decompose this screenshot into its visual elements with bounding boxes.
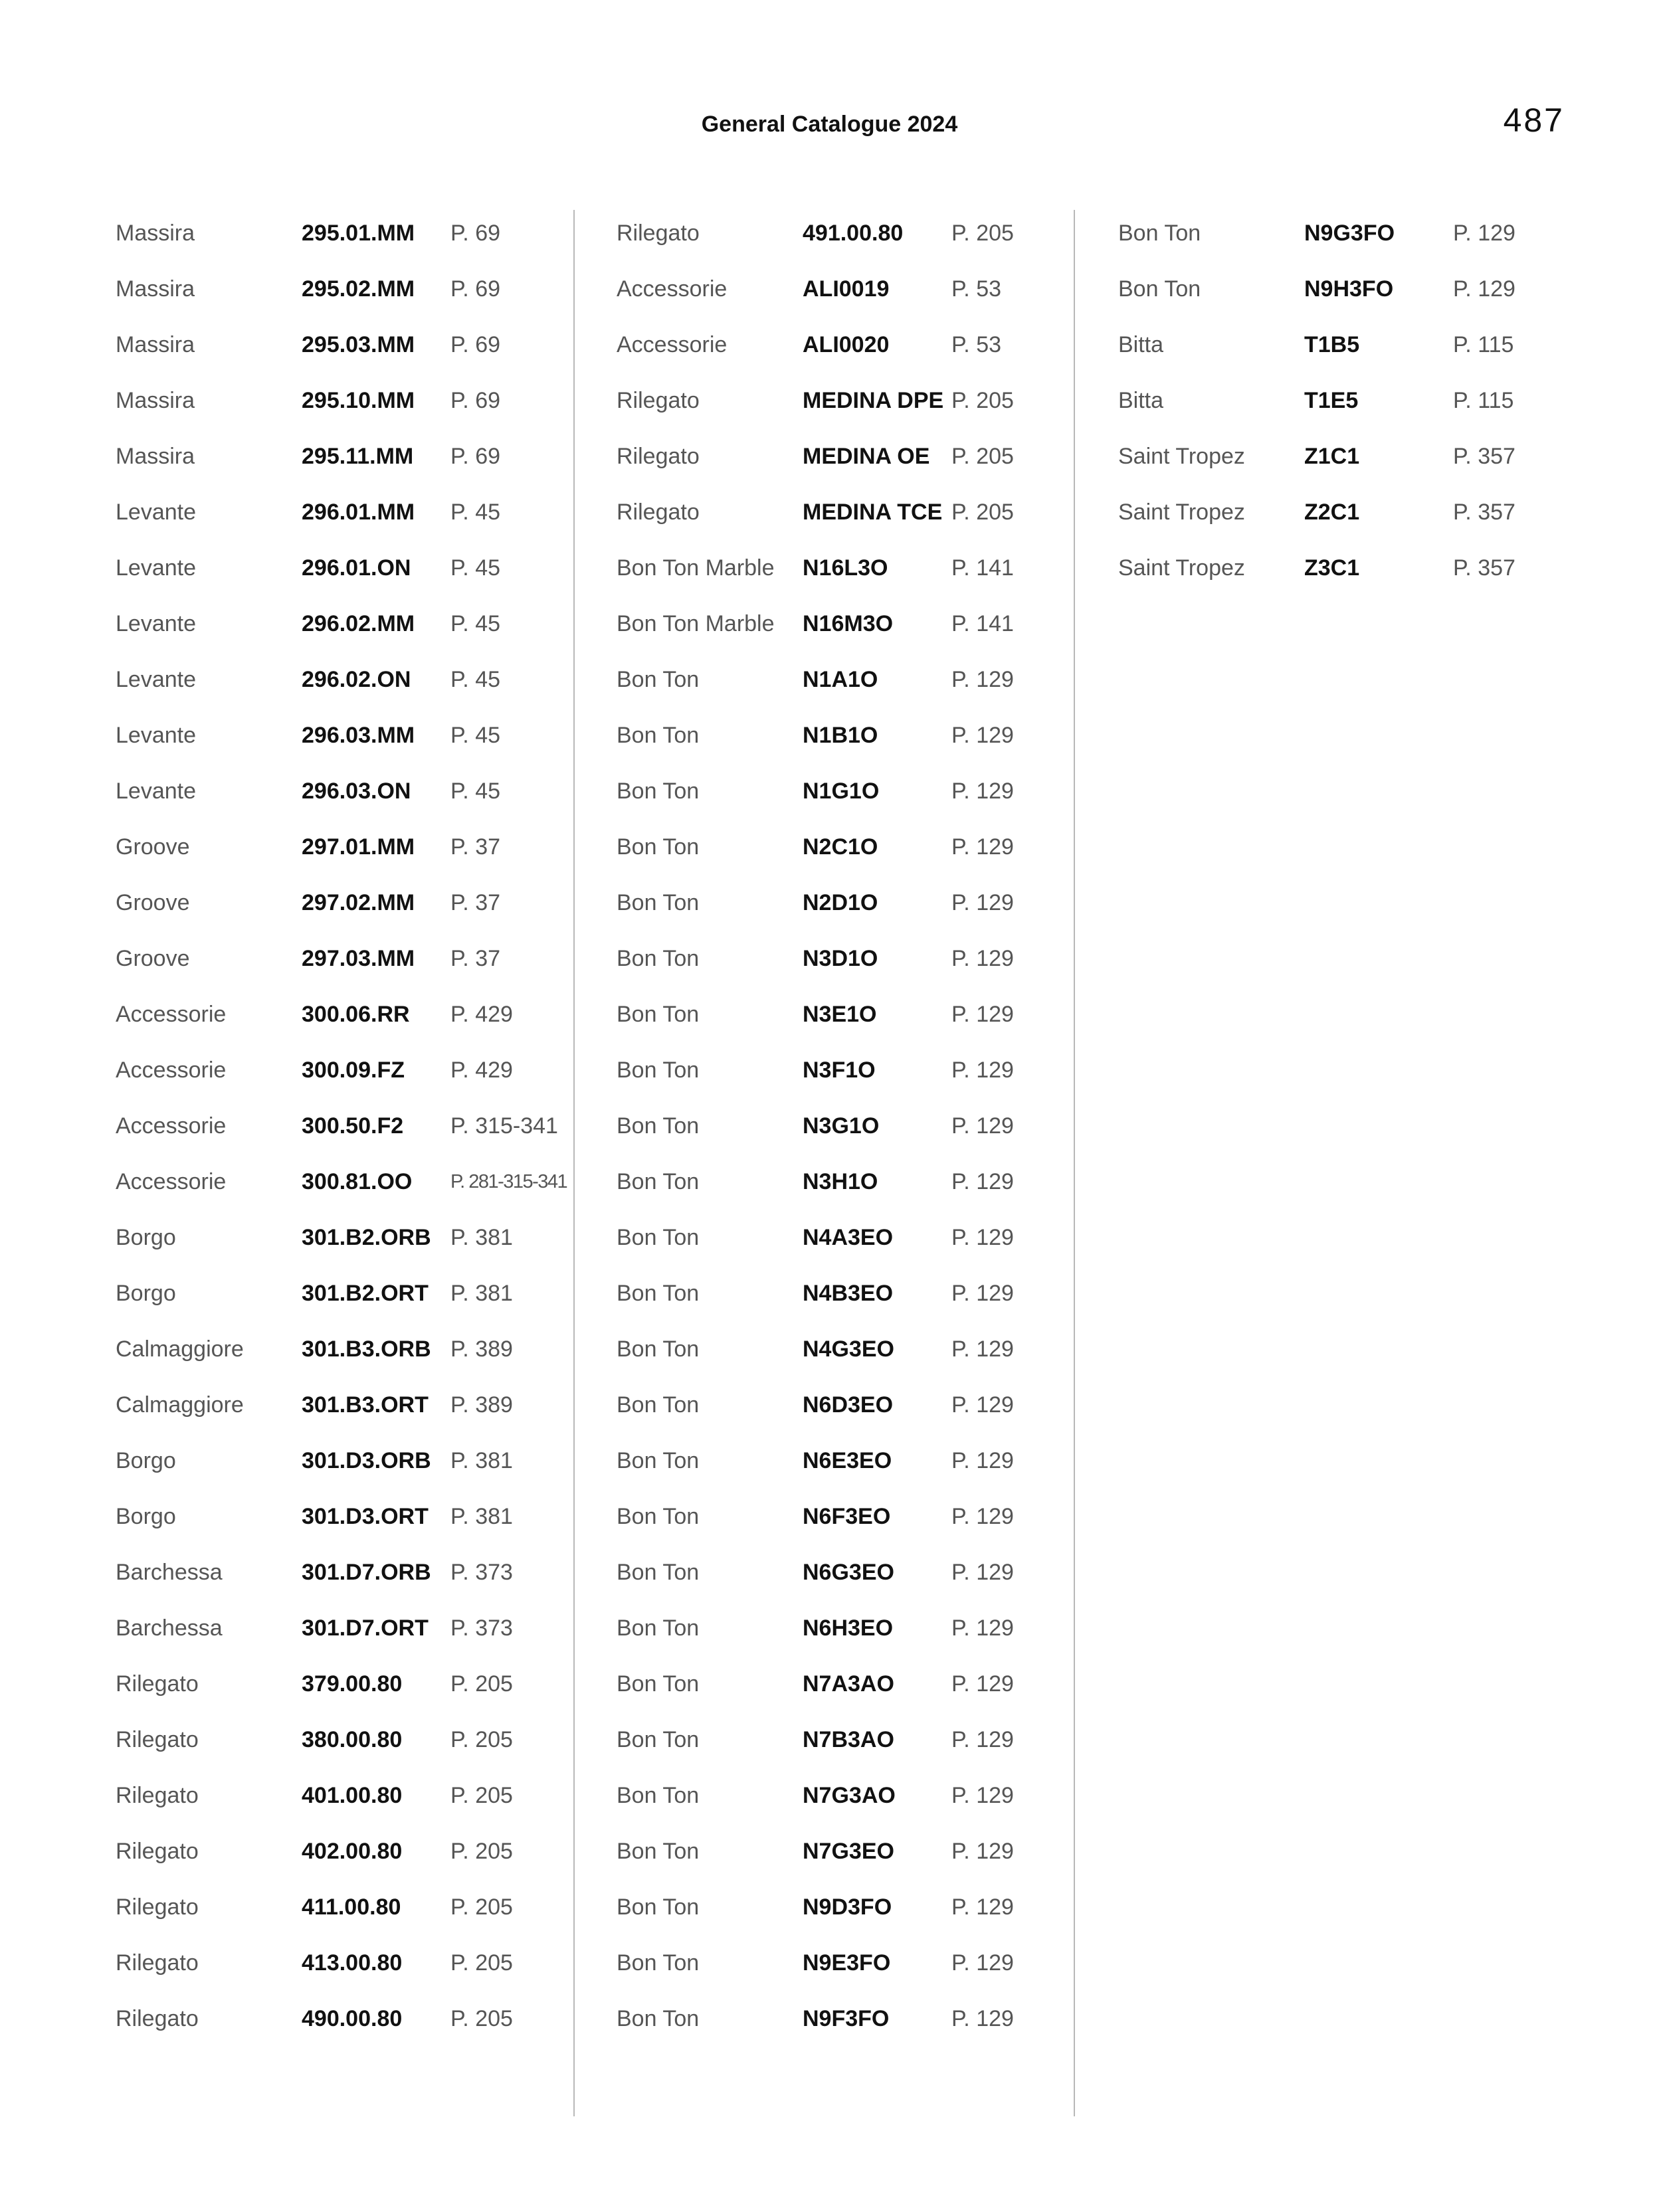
product-name: Levante — [116, 723, 196, 748]
product-code: N9G3FO — [1304, 221, 1395, 246]
product-name: Saint Tropez — [1118, 555, 1245, 581]
product-name: Accessorie — [116, 1058, 227, 1083]
product-name: Bon Ton — [617, 834, 700, 860]
product-code: 295.01.MM — [302, 221, 415, 246]
product-code: 411.00.80 — [302, 1894, 401, 1920]
product-name: Bon Ton — [617, 1950, 700, 1976]
page-reference: P. 389 — [450, 1336, 513, 1362]
page-reference: P. 357 — [1453, 555, 1515, 581]
product-code: 296.03.ON — [302, 779, 411, 804]
product-name: Bon Ton — [1118, 221, 1201, 246]
product-name: Bon Ton — [617, 1894, 700, 1920]
product-code: T1E5 — [1304, 388, 1359, 413]
product-code: N7B3AO — [803, 1727, 894, 1752]
product-name: Rilegato — [617, 500, 700, 525]
page-reference: P. 373 — [450, 1615, 513, 1641]
page-reference: P. 205 — [450, 1671, 513, 1697]
product-code: Z1C1 — [1304, 444, 1360, 469]
product-code: 297.02.MM — [302, 890, 415, 915]
page-reference: P. 53 — [951, 276, 1002, 302]
product-code: N3F1O — [803, 1058, 876, 1083]
page-reference: P. 129 — [951, 1783, 1014, 1808]
page-reference: P. 205 — [951, 221, 1014, 246]
product-code: N4G3EO — [803, 1336, 894, 1362]
product-code: N2C1O — [803, 834, 878, 860]
product-code: Z2C1 — [1304, 500, 1360, 525]
product-code: N3D1O — [803, 946, 878, 971]
product-code: N1B1O — [803, 723, 878, 748]
page-reference: P. 45 — [450, 500, 501, 525]
product-name: Rilegato — [116, 1894, 199, 1920]
product-code: N6H3EO — [803, 1615, 894, 1641]
page-reference: P. 129 — [1453, 276, 1515, 302]
page-reference: P. 69 — [450, 388, 501, 413]
product-code: N3G1O — [803, 1113, 880, 1139]
product-code: 296.01.MM — [302, 500, 415, 525]
product-name: Rilegato — [617, 444, 700, 469]
product-name: Levante — [116, 555, 196, 581]
product-name: Massira — [116, 221, 195, 246]
page-reference: P. 281-315-341 — [450, 1171, 567, 1192]
page-reference: P. 115 — [1453, 332, 1514, 357]
product-code: 300.50.F2 — [302, 1113, 404, 1139]
product-code: 491.00.80 — [803, 221, 904, 246]
product-name: Bon Ton — [617, 1002, 700, 1027]
product-code: N16L3O — [803, 555, 888, 581]
product-name: Bon Ton — [617, 667, 700, 692]
product-name: Bon Ton — [617, 1392, 700, 1418]
page-reference: P. 37 — [450, 946, 501, 971]
page-reference: P. 129 — [951, 1615, 1014, 1641]
product-code: ALI0020 — [803, 332, 890, 357]
product-code: Z3C1 — [1304, 555, 1360, 581]
page-reference: P. 129 — [951, 779, 1014, 804]
page-reference: P. 129 — [951, 1225, 1014, 1250]
page-reference: P. 129 — [951, 1281, 1014, 1306]
product-name: Bon Ton — [617, 1058, 700, 1083]
page-reference: P. 115 — [1453, 388, 1514, 413]
product-code: 301.B2.ORB — [302, 1225, 431, 1250]
page-reference: P. 37 — [450, 890, 501, 915]
product-name: Rilegato — [617, 388, 700, 413]
page-reference: P. 381 — [450, 1281, 513, 1306]
product-name: Massira — [116, 444, 195, 469]
page-reference: P. 69 — [450, 221, 501, 246]
product-name: Rilegato — [116, 1950, 199, 1976]
product-code: 413.00.80 — [302, 1950, 403, 1976]
product-code: N9F3FO — [803, 2006, 890, 2031]
page-reference: P. 205 — [450, 1727, 513, 1752]
product-name: Accessorie — [116, 1169, 227, 1194]
page-reference: P. 129 — [951, 1671, 1014, 1697]
product-name: Bon Ton — [617, 1448, 700, 1473]
product-name: Massira — [116, 332, 195, 357]
product-code: 297.03.MM — [302, 946, 415, 971]
product-name: Levante — [116, 500, 196, 525]
product-code: 301.B3.ORB — [302, 1336, 431, 1362]
product-code: N9H3FO — [1304, 276, 1394, 302]
page-reference: P. 129 — [951, 1448, 1014, 1473]
product-code: N3H1O — [803, 1169, 878, 1194]
product-code: 301.B3.ORT — [302, 1392, 429, 1418]
product-name: Bon Ton — [617, 1727, 700, 1752]
page-reference: P. 141 — [951, 611, 1014, 636]
product-name: Bon Ton — [617, 1615, 700, 1641]
product-name: Bon Ton — [617, 1671, 700, 1697]
product-name: Borgo — [116, 1504, 176, 1529]
product-code: 490.00.80 — [302, 2006, 403, 2031]
page-reference: P. 37 — [450, 834, 501, 860]
page-reference: P. 429 — [450, 1058, 513, 1083]
catalogue-title: General Catalogue 2024 — [701, 112, 958, 137]
product-code: 300.06.RR — [302, 1002, 410, 1027]
page-reference: P. 381 — [450, 1504, 513, 1529]
page-reference: P. 53 — [951, 332, 1002, 357]
product-name: Bon Ton — [617, 1560, 700, 1585]
page-reference: P. 129 — [951, 1560, 1014, 1585]
product-name: Rilegato — [116, 1671, 199, 1697]
product-name: Bon Ton Marble — [617, 611, 775, 636]
product-code: N7G3AO — [803, 1783, 896, 1808]
page-reference: P. 69 — [450, 332, 501, 357]
column-divider — [573, 210, 575, 2116]
product-code: N7G3EO — [803, 1839, 894, 1864]
column-divider — [1074, 210, 1075, 2116]
product-name: Accessorie — [116, 1113, 227, 1139]
page-reference: P. 205 — [450, 1894, 513, 1920]
page-reference: P. 129 — [951, 1894, 1014, 1920]
page-reference: P. 129 — [951, 1336, 1014, 1362]
page-reference: P. 129 — [951, 1169, 1014, 1194]
product-name: Levante — [116, 667, 196, 692]
product-name: Bon Ton Marble — [617, 555, 775, 581]
page-reference: P. 373 — [450, 1560, 513, 1585]
product-name: Massira — [116, 276, 195, 302]
product-name: Bon Ton — [617, 1225, 700, 1250]
product-code: 295.02.MM — [302, 276, 415, 302]
product-name: Levante — [116, 779, 196, 804]
product-code: MEDINA OE — [803, 444, 930, 469]
product-code: N16M3O — [803, 611, 894, 636]
page-reference: P. 129 — [951, 834, 1014, 860]
product-name: Saint Tropez — [1118, 500, 1245, 525]
page-reference: P. 129 — [951, 1727, 1014, 1752]
product-name: Accessorie — [617, 276, 728, 302]
product-name: Saint Tropez — [1118, 444, 1245, 469]
product-code: 296.02.MM — [302, 611, 415, 636]
product-name: Bon Ton — [617, 2006, 700, 2031]
product-name: Bitta — [1118, 332, 1164, 357]
product-name: Rilegato — [116, 1727, 199, 1752]
product-name: Bon Ton — [617, 1783, 700, 1808]
product-code: 297.01.MM — [302, 834, 415, 860]
product-code: 402.00.80 — [302, 1839, 403, 1864]
page-reference: P. 381 — [450, 1225, 513, 1250]
product-code: 295.03.MM — [302, 332, 415, 357]
page-reference: P. 69 — [450, 276, 501, 302]
product-code: N7A3AO — [803, 1671, 894, 1697]
page-reference: P. 429 — [450, 1002, 513, 1027]
product-code: 379.00.80 — [302, 1671, 403, 1697]
product-name: Bon Ton — [617, 779, 700, 804]
product-code: 301.D7.ORB — [302, 1560, 431, 1585]
product-code: N1G1O — [803, 779, 880, 804]
product-code: T1B5 — [1304, 332, 1360, 357]
product-code: 301.B2.ORT — [302, 1281, 429, 1306]
product-name: Groove — [116, 834, 190, 860]
product-code: N6D3EO — [803, 1392, 894, 1418]
product-name: Calmaggiore — [116, 1336, 244, 1362]
product-code: 301.D7.ORT — [302, 1615, 429, 1641]
product-code: N9E3FO — [803, 1950, 891, 1976]
product-name: Calmaggiore — [116, 1392, 244, 1418]
product-name: Bitta — [1118, 388, 1164, 413]
page-reference: P. 205 — [951, 500, 1014, 525]
page-reference: P. 205 — [450, 1839, 513, 1864]
page-reference: P. 357 — [1453, 500, 1515, 525]
page-reference: P. 129 — [951, 2006, 1014, 2031]
product-name: Bon Ton — [617, 1281, 700, 1306]
product-code: N2D1O — [803, 890, 878, 915]
product-name: Accessorie — [116, 1002, 227, 1027]
page-reference: P. 129 — [951, 1002, 1014, 1027]
product-code: 296.02.ON — [302, 667, 411, 692]
page-reference: P. 141 — [951, 555, 1014, 581]
page-reference: P. 389 — [450, 1392, 513, 1418]
page-reference: P. 205 — [951, 444, 1014, 469]
page-reference: P. 45 — [450, 555, 501, 581]
page-reference: P. 45 — [450, 723, 501, 748]
product-code: N3E1O — [803, 1002, 877, 1027]
page-reference: P. 357 — [1453, 444, 1515, 469]
page-reference: P. 129 — [951, 1113, 1014, 1139]
page-number: 487 — [1503, 102, 1565, 139]
product-name: Borgo — [116, 1281, 176, 1306]
product-code: N4A3EO — [803, 1225, 894, 1250]
product-code: N6E3EO — [803, 1448, 892, 1473]
page-reference: P. 205 — [951, 388, 1014, 413]
product-name: Bon Ton — [617, 1336, 700, 1362]
product-name: Massira — [116, 388, 195, 413]
product-name: Bon Ton — [617, 1839, 700, 1864]
page-reference: P. 45 — [450, 779, 501, 804]
product-code: 295.10.MM — [302, 388, 415, 413]
product-name: Rilegato — [116, 1839, 199, 1864]
page-reference: P. 129 — [951, 1950, 1014, 1976]
product-name: Barchessa — [116, 1560, 223, 1585]
page-reference: P. 315-341 — [450, 1113, 558, 1139]
product-name: Rilegato — [116, 2006, 199, 2031]
product-name: Borgo — [116, 1225, 176, 1250]
page-reference: P. 381 — [450, 1448, 513, 1473]
product-name: Bon Ton — [617, 946, 700, 971]
page-reference: P. 129 — [951, 1504, 1014, 1529]
product-code: N1A1O — [803, 667, 878, 692]
page-reference: P. 129 — [951, 723, 1014, 748]
page-reference: P. 129 — [951, 1392, 1014, 1418]
product-name: Bon Ton — [617, 723, 700, 748]
product-name: Groove — [116, 890, 190, 915]
product-name: Rilegato — [116, 1783, 199, 1808]
product-name: Levante — [116, 611, 196, 636]
product-code: 300.09.FZ — [302, 1058, 405, 1083]
product-code: N4B3EO — [803, 1281, 894, 1306]
product-code: N9D3FO — [803, 1894, 892, 1920]
product-code: 296.01.ON — [302, 555, 411, 581]
product-code: 300.81.OO — [302, 1169, 413, 1194]
product-code: 295.11.MM — [302, 444, 414, 469]
page-reference: P. 129 — [951, 1839, 1014, 1864]
page-reference: P. 69 — [450, 444, 501, 469]
page-reference: P. 129 — [951, 946, 1014, 971]
product-name: Groove — [116, 946, 190, 971]
product-name: Bon Ton — [617, 890, 700, 915]
product-code: 301.D3.ORB — [302, 1448, 431, 1473]
product-name: Barchessa — [116, 1615, 223, 1641]
page-reference: P. 205 — [450, 1783, 513, 1808]
product-code: MEDINA DPE — [803, 388, 944, 413]
page-reference: P. 129 — [951, 1058, 1014, 1083]
product-code: 296.03.MM — [302, 723, 415, 748]
product-name: Borgo — [116, 1448, 176, 1473]
product-name: Bon Ton — [1118, 276, 1201, 302]
product-code: N6F3EO — [803, 1504, 891, 1529]
page-reference: P. 205 — [450, 1950, 513, 1976]
page-reference: P. 129 — [951, 667, 1014, 692]
page-reference: P. 45 — [450, 611, 501, 636]
product-name: Bon Ton — [617, 1504, 700, 1529]
product-code: MEDINA TCE — [803, 500, 943, 525]
page-reference: P. 129 — [1453, 221, 1515, 246]
page-reference: P. 45 — [450, 667, 501, 692]
product-name: Accessorie — [617, 332, 728, 357]
product-code: 401.00.80 — [302, 1783, 403, 1808]
product-name: Bon Ton — [617, 1169, 700, 1194]
page-reference: P. 129 — [951, 890, 1014, 915]
product-code: ALI0019 — [803, 276, 890, 302]
product-code: N6G3EO — [803, 1560, 894, 1585]
product-code: 301.D3.ORT — [302, 1504, 429, 1529]
product-name: Rilegato — [617, 221, 700, 246]
page-reference: P. 205 — [450, 2006, 513, 2031]
product-name: Bon Ton — [617, 1113, 700, 1139]
product-code: 380.00.80 — [302, 1727, 403, 1752]
